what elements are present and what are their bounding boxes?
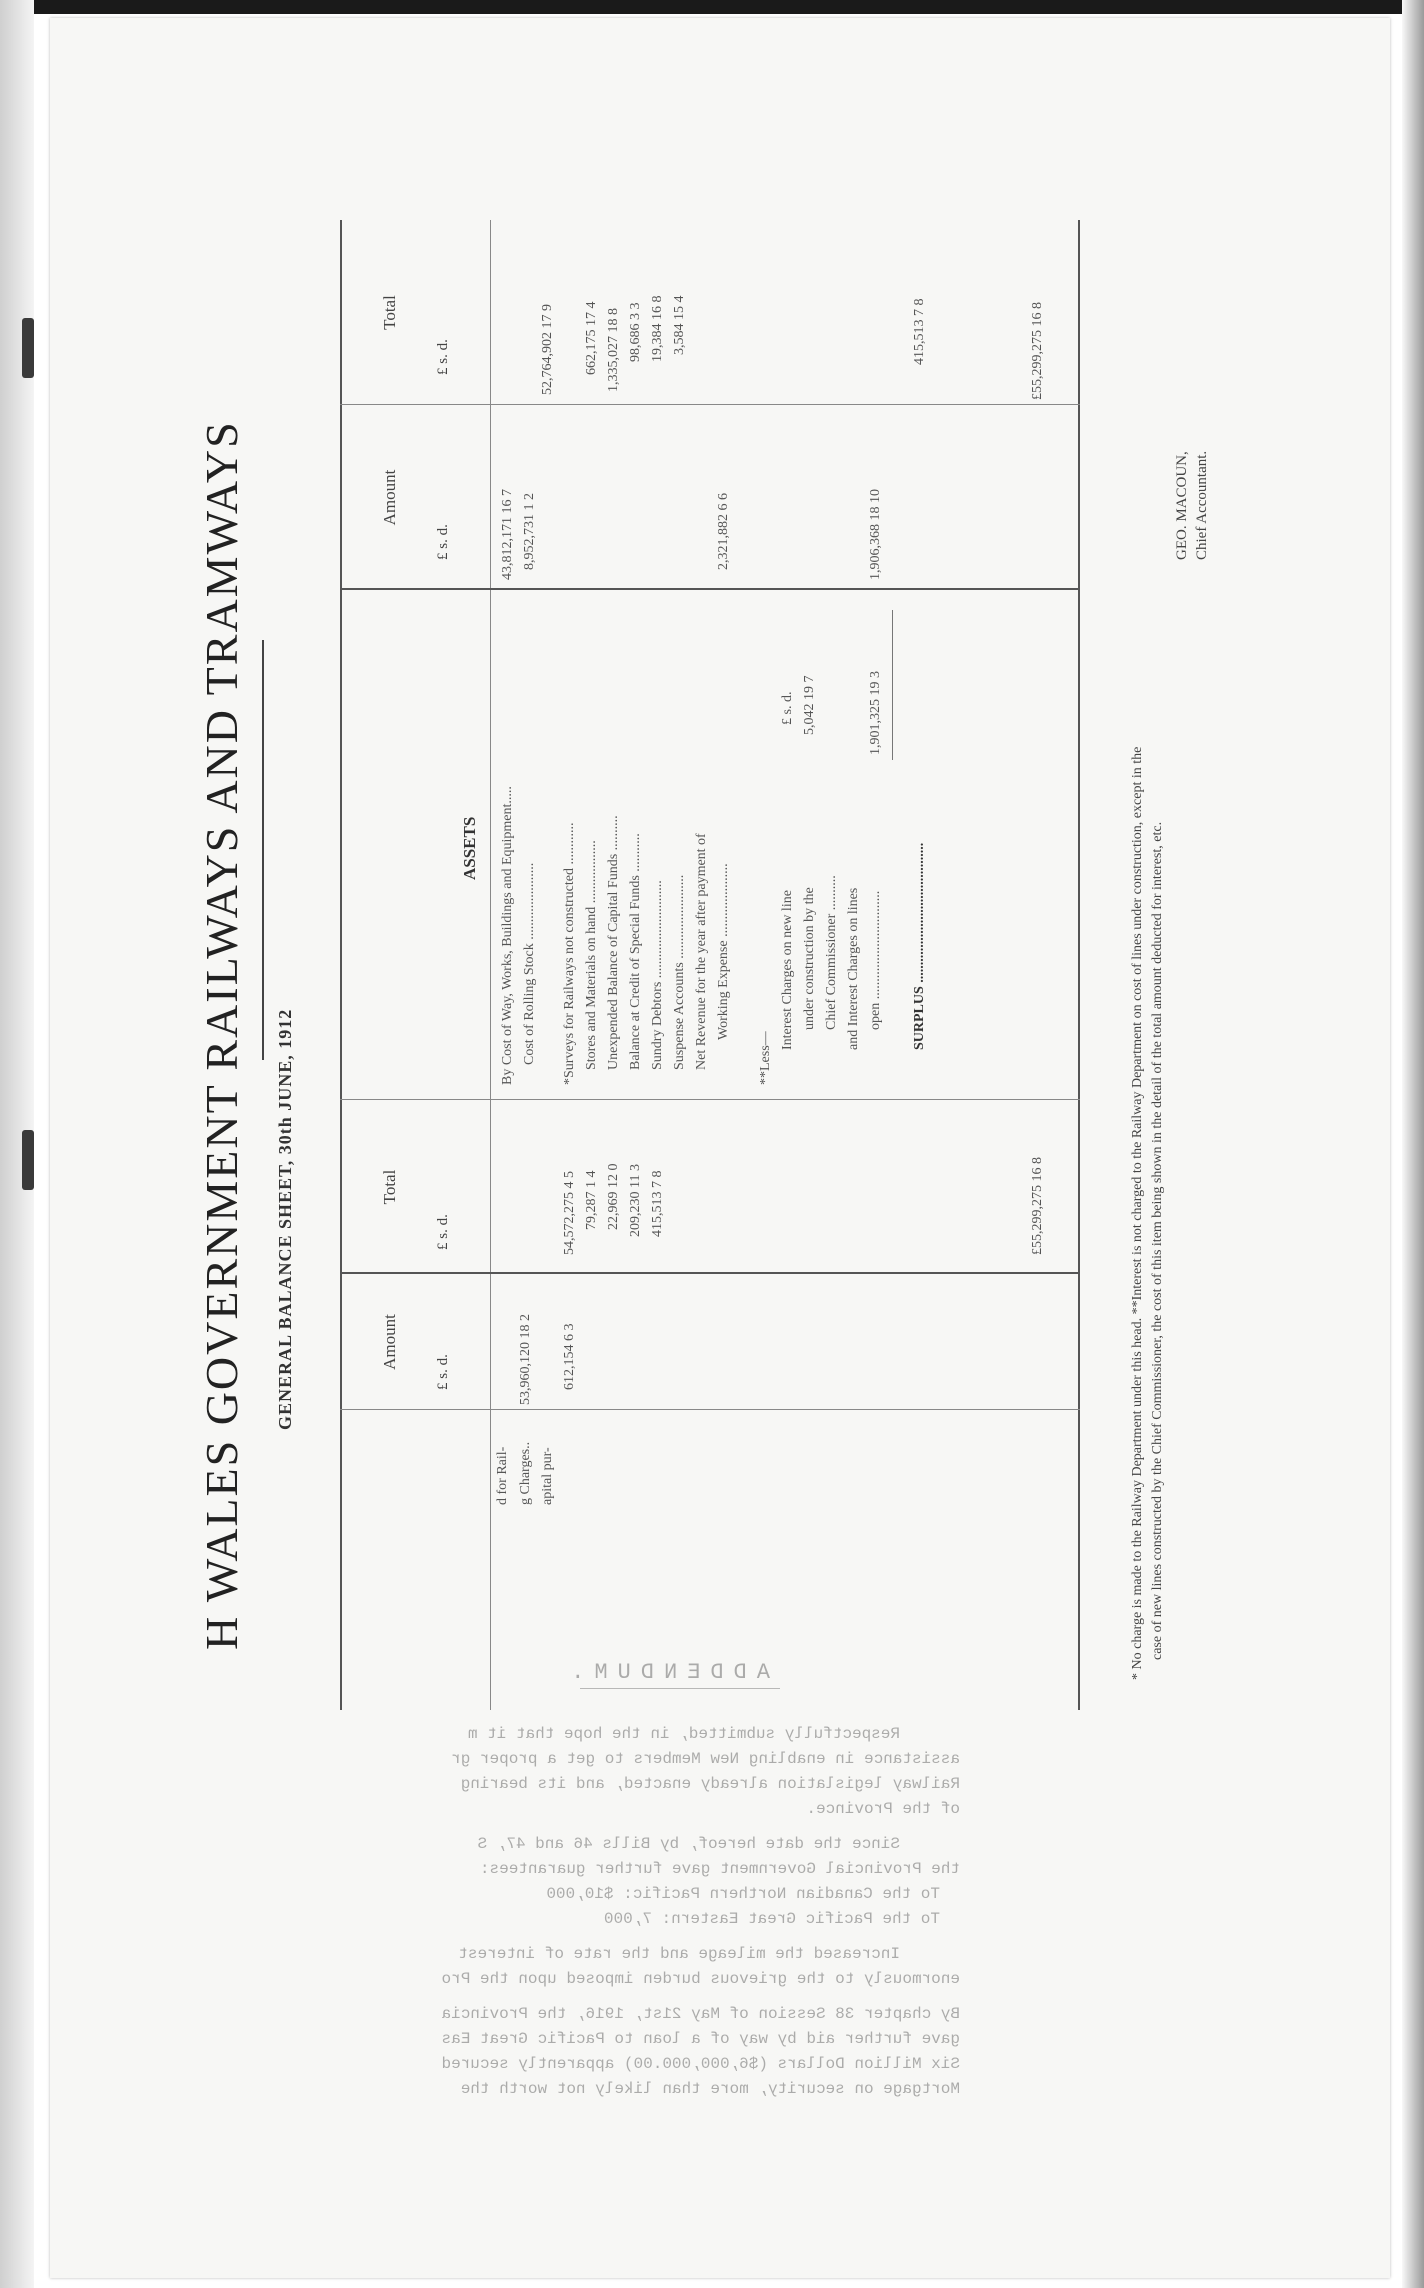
asset-total: 98,686 3 3 [628,302,643,362]
liab-label: g Charges.. [518,1441,533,1505]
addendum-line: of the Province. [806,1800,960,1818]
table-top-rule [340,220,342,1710]
liab-total: 415,513 7 8 [650,1170,665,1237]
main-title: H WALES GOVERNMENT RAILWAYS AND TRAMWAYS [196,420,247,1650]
asset-item: Balance at Credit of Special Funds ........... [628,833,643,1070]
addendum-line: Railway legislation already enacted, and its bearing [460,1775,960,1793]
binder-clip [22,318,34,378]
header-rule [490,220,491,1710]
asset-item: Net Revenue for the year after payment of [694,833,709,1070]
asset-item: Sundry Debtors ............................ [650,880,665,1070]
asset-item: Suspense Accounts ........................ [672,874,687,1070]
addendum-line: Six Million Dollars ($6,000,000.00) apparently secured [441,2055,960,2073]
asset-total: 662,175 17 4 [584,301,599,375]
title-rule [262,640,264,1060]
asset-total: 52,764,902 17 9 [540,304,555,395]
scan-top-border [0,0,1424,14]
addendum-line: enormously to the grievous burden imposed upon the Pro [441,1970,960,1988]
asset-item: open ............................... [868,890,883,1030]
less-units: £ s. d. [780,691,795,725]
signature: GEO. MACOUN, [1174,451,1190,560]
addendum-line: Increased the mileage and the rate of interest [458,1945,900,1963]
asset-total: 19,384 16 8 [650,295,665,362]
asset-item: *Surveys for Railways not constructed ............ [562,822,577,1085]
asset-amount-header: Amount [380,469,399,526]
asset-item: By Cost of Way, Works, Buildings and Equipment..... [500,786,515,1085]
asset-item: Interest Charges on new line [780,890,795,1050]
less-value: 5,042 19 7 [802,675,817,735]
addendum-line: Since the date hereof, by Bills 46 and 47, S [477,1835,900,1853]
units-label: £ s. d. [435,1214,451,1250]
sub-title: GENERAL BALANCE SHEET, 30th JUNE, 1912 [275,1008,295,1430]
asset-amount: 2,321,882 6 6 [716,493,731,570]
asset-item: **Less— [758,1031,773,1085]
asset-item: Working Expense ..................... [716,863,731,1040]
units-label: £ s. d. [435,524,451,560]
asset-item: under construction by the [802,887,817,1030]
col-divider [340,1099,1080,1100]
units-label: £ s. d. [435,1354,451,1390]
liab-grand-total: £55,299,275 16 8 [1030,1157,1045,1255]
asset-amount: 8,952,731 1 2 [522,493,537,570]
liab-label: d for Rail- [495,1446,510,1505]
assets-heading: ASSETS [460,816,479,880]
liab-total: 209,230 11 3 [628,1164,643,1237]
binder-clip [22,1130,34,1190]
less-value: 1,901,325 19 3 [868,671,883,755]
asset-item: Cost of Rolling Stock ...................... [522,862,537,1065]
addendum-line: To the Pacific Great Eastern: 7,000 [603,1910,940,1928]
footnote-line: case of new lines constructed by the Chief Commissioner, the cost of this item being shown in the detail of the total amount deducted for interest, etc. [1150,821,1165,1660]
liab-label: apital pur- [540,1447,555,1505]
addendum-line: gave further aid by way of a loan to Pacific Great Eas [441,2030,960,2048]
addendum-line: Respectfully submitted, in the hope that it m [467,1725,900,1743]
asset-item: and Interest Charges on lines [846,887,861,1050]
asset-amount: 43,812,171 16 7 [500,489,515,580]
addendum-underline [580,1688,780,1689]
balance-table [340,220,1080,1710]
asset-amount: 1,906,368 18 10 [868,489,883,580]
liab-total: 22,969 12 0 [606,1163,621,1230]
units-label: £ s. d. [435,339,451,375]
asset-total: 1,335,027 18 8 [606,308,621,392]
col-divider [340,404,1080,405]
addendum-line: Mortgage on security, more than likely not worth the [460,2080,960,2098]
signature-title: Chief Accountant. [1194,450,1210,560]
surplus-label: SURPLUS ........................................ [912,842,927,1050]
col-divider [340,1409,1080,1410]
asset-total: 415,513 7 8 [912,298,927,365]
liab-amount: 53,960,120 18 2 [518,1314,533,1405]
asset-grand-total: £55,299,275 16 8 [1030,302,1045,400]
liab-amount-header: Amount [380,1314,399,1370]
footnote-line: * No charge is made to the Railway Department under this head. **Interest is not charged to the Railway Department on cost of lines under construction, except in the [1130,746,1145,1680]
addendum-line: the Provincial Government gave further guarantees: [479,1860,960,1878]
col-divider [340,1272,1080,1274]
less-rule [892,610,893,760]
col-divider [340,588,1080,590]
liab-total-header: Total [380,1169,399,1205]
liab-total: 79,287 1 4 [584,1170,599,1230]
liab-amount: 612,154 6 3 [562,1323,577,1390]
asset-total-header: Total [380,295,399,330]
asset-item: Stores and Materials on hand .................. [584,840,599,1070]
table-bottom-rule [1078,220,1080,1710]
addendum-line: By chapter 38 Session of May 21st, 1916, the Provincia [441,2005,960,2023]
addendum-line: assistance in enabling New Members to get a proper gr [451,1750,960,1768]
asset-item: Chief Commissioner .......... [824,875,839,1030]
addendum-line: To the Canadian Northern Pacific: $10,000 [546,1885,940,1903]
addendum-title: ADDENDUM. [561,1660,770,1685]
asset-total: 3,584 15 4 [672,295,687,355]
addendum-bleedthrough [0,1640,960,2210]
liab-total: 54,572,275 4 5 [562,1171,577,1255]
asset-item: Unexpended Balance of Capital Funds .......... [606,815,621,1070]
